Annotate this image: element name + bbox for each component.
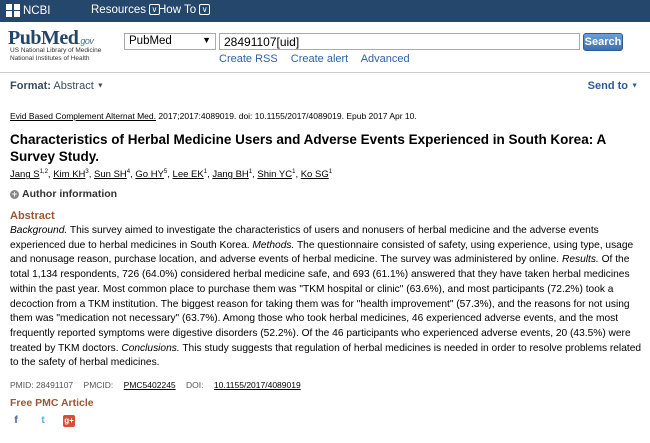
resources-label: Resources: [91, 4, 146, 16]
pmid: PMID: 28491107: [10, 380, 74, 390]
pubmed-header: [0, 22, 650, 68]
author-link[interactable]: Shin YC: [257, 169, 293, 181]
google-plus-icon[interactable]: g+: [64, 416, 74, 425]
ncbi-label: NCBI: [23, 4, 51, 17]
chevron-down-icon: ▼: [202, 35, 211, 45]
caret-down-icon: ▼: [631, 82, 638, 90]
author-entry: [212, 169, 252, 180]
create-alert-link[interactable]: Create alert: [290, 53, 349, 65]
methods-text: The questionnaire consisted of safety, using experience, using type, usage and nonusage reason, purchase location, and adverse events of herbal medicine. The survey was administered by online.: [10, 239, 634, 266]
ncbi-logo-icon: [6, 4, 20, 17]
author-entry: [53, 169, 89, 180]
citation-details: 2017;2017:4089019. doi: 10.1155/2017/4089019. Epub 2017 Apr 10.: [156, 111, 417, 121]
create-rss-link[interactable]: Create RSS: [219, 53, 278, 65]
advanced-link[interactable]: Advanced: [360, 53, 410, 65]
facebook-icon[interactable]: f: [14, 415, 18, 426]
author-information-label: Author information: [22, 188, 118, 200]
author-affiliation: 1,2: [39, 169, 48, 175]
send-to-label: Send to: [587, 80, 628, 92]
author-link[interactable]: Go HY: [135, 169, 164, 181]
pubmed-logo-text: PubMed.gov: [8, 27, 94, 49]
format-label: Format:: [10, 80, 51, 92]
pmcid-link[interactable]: PMC5402245: [123, 380, 176, 390]
author-affiliation: 1: [328, 169, 333, 175]
abstract-text: [10, 224, 646, 371]
article-title: Characteristics of Herbal Medicine Users and Adverse Events Experienced in South Korea: A Survey Study.: [10, 132, 606, 164]
author-link[interactable]: Lee EK: [172, 169, 204, 181]
ncbi-home-link[interactable]: [6, 4, 50, 17]
author-affiliation: 4: [126, 169, 131, 175]
search-button[interactable]: Search: [583, 33, 623, 51]
conclusions-label: Conclusions.: [121, 342, 180, 354]
background-text: This survey aimed to investigate the characteristics of users and nonusers of herbal medicine and the adverse events experienced due to herbal medicines in South Korea.: [10, 225, 599, 251]
send-to-menu[interactable]: [588, 80, 638, 92]
caret-down-icon: ▼: [96, 82, 104, 90]
free-pmc-article-link[interactable]: Free PMC Article: [10, 397, 94, 409]
author-entry: [173, 169, 208, 180]
results-label: Results.: [561, 254, 599, 266]
author-list: Jang S$^{1,2}$, Kim $KH^3$, Sun $SH^4$, Go $HY^5$, Lee $EK^1$, Jang $BH^1$, Shin $YC^1$, Ko $SG^1$: [10, 169, 333, 181]
nlm-line-2: National Institutes of Health: [10, 55, 90, 62]
resources-menu[interactable]: [91, 4, 160, 16]
author-entry: [135, 169, 167, 180]
author-affiliation: 1: [203, 169, 208, 175]
author-entry: [301, 169, 332, 180]
results-text: Of the total 1,134 respondents, 726 (64.0%) considered herbal medicine safe, and 693 (61.1%) answered that they have taken herbal medicines within the past year. Most common place to purchase them was "TKM hospital or clinic" (63.6%), and most participants (72.2%) took a decoction from a TKM institution. The biggest reason for taking them was for "health improvement" (57.3%), and the reasons for not using them was "medication not necessary" (63.7%). Among those who took herbal medicines, 46 experienced adverse events, and the most frequently reported symptoms were digestive disorders (52.2%). Of the 46 participants who experienced adverse events, 20 (43.5%) were treated by TKM doctors.: [10, 254, 631, 354]
journal-link[interactable]: Evid Based Complement Alternat Med.: [10, 111, 156, 121]
doi-link[interactable]: 10.1155/2017/4089019: [213, 380, 301, 390]
howto-label: How To: [158, 4, 197, 16]
author-affiliation: 5: [163, 169, 168, 175]
author-entry: [94, 169, 130, 180]
display-toolbar: [0, 80, 650, 96]
methods-label: Methods.: [252, 239, 295, 251]
howto-menu[interactable]: [158, 4, 210, 16]
ncbi-topbar: [0, 0, 650, 22]
format-menu[interactable]: [10, 80, 104, 92]
citation: [10, 111, 417, 121]
database-select[interactable]: [124, 33, 216, 50]
author-entry: [10, 169, 48, 180]
format-value: Abstract: [53, 80, 94, 92]
author-affiliation: 3: [85, 169, 89, 175]
author-affiliation: 1: [292, 169, 296, 175]
author-link[interactable]: Ko SG: [300, 169, 329, 181]
article-identifiers: [10, 380, 309, 390]
author-information-toggle[interactable]: [10, 188, 117, 200]
header-divider: [0, 72, 650, 73]
chevron-down-icon: ∨: [199, 4, 210, 15]
twitter-icon[interactable]: t: [41, 415, 45, 426]
background-label: Background.: [10, 225, 68, 236]
author-link[interactable]: Jang S: [10, 169, 40, 181]
author-link[interactable]: Sun SH: [94, 169, 127, 181]
pmcid: PMCID: PMC5402245: [83, 380, 176, 390]
conclusions-text: This study suggests that regulation of herbal medicines is needed in order to resolve problems related to the safety of herbal medicines.: [10, 342, 642, 369]
abstract-heading: Abstract: [10, 210, 55, 222]
search-sublinks: [219, 53, 420, 65]
plus-icon: +: [11, 188, 18, 199]
search-input[interactable]: [219, 33, 580, 50]
nlm-line-1: US National Library of Medicine: [10, 47, 102, 54]
doi: DOI: 10.1155/2017/4089019: [186, 380, 301, 390]
author-link[interactable]: Jang BH: [212, 169, 249, 181]
author-affiliation: 1: [248, 169, 253, 175]
author-entry: [257, 169, 295, 180]
author-link[interactable]: Kim KH: [53, 169, 86, 181]
chevron-down-icon: ∨: [149, 4, 160, 15]
database-select-value: PubMed: [129, 35, 172, 47]
